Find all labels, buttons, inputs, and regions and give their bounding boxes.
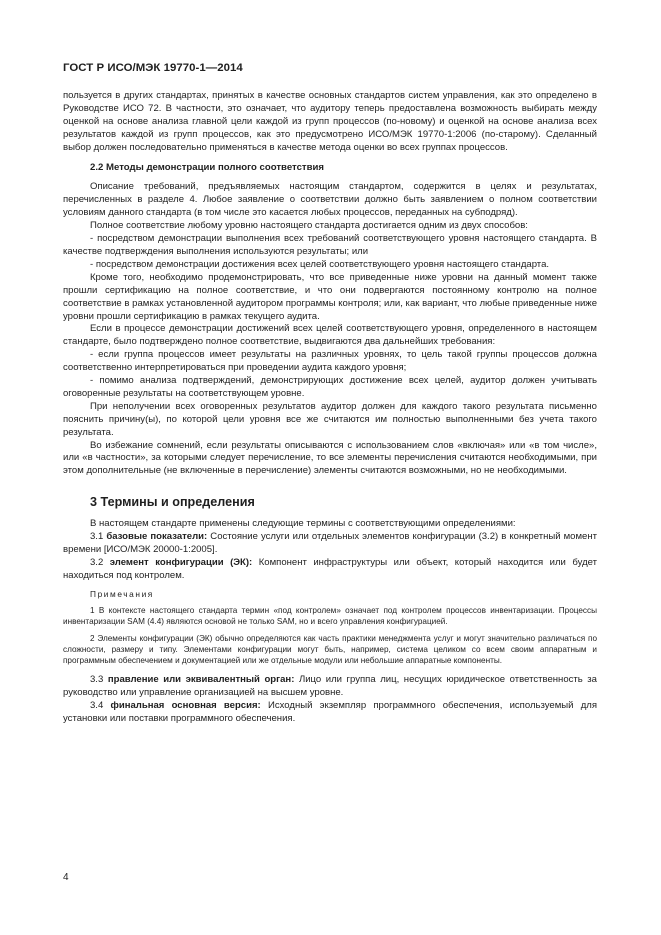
notes-heading: Примечания: [90, 588, 154, 599]
paragraph: Если в процессе демонстрации достижений всех целей соответствующего уровня, определенного в настоящем стандарте, было подтверждено полное соответствие, выдвигаются два дальнейших требования:: [63, 323, 597, 348]
term-text: Лицо или группа лиц, несущих юридическое ответственность за руководство или управление организацией на высшем уровне.: [63, 674, 597, 699]
document-header: ГОСТ Р ИСО/МЭК 19770-1—2014: [63, 62, 243, 74]
paragraph: Кроме того, необходимо продемонстрировать, что все приведенные ниже уровни на данный момент также прошли сертификацию на полное соответствие, и что они подвергаются постоянному контролю на полное соответствие в рамках установленной аудитором программы контроля; или, как вариант, что любые приведенные ниже уровни прошли сертификацию в рамках текущего аудита.: [63, 271, 597, 322]
term-number: 3.4: [90, 700, 104, 712]
term-name: финальная основная версия:: [110, 700, 261, 712]
section-intro: В настоящем стандарте применены следующие термины с соответствующими определениями:: [90, 518, 516, 530]
note: 2 Элементы конфигурации (ЭК) обычно определяются как часть практики менеджмента услуг и могут значительно различаться по сложности, размеру и типу. Элементами конфигурации могут быть, например, система целиком со всем своим аппаратным и программным обеспечением и документацией или же отдельные модули или небольшие аппаратные компоненты.: [63, 634, 597, 666]
term-number: 3.2: [90, 557, 104, 568]
term-definition: [63, 674, 597, 700]
term-name: правление или эквивалентный орган:: [107, 674, 295, 686]
paragraph: Описание требований, предъявляемых настоящим стандартом, содержится в целях и результатах, перечисленных в разделе 4. Любое заявление о соответствии должно быть заявлением о полном соответствии условиям данного стандарта (в том числе это касается любых процессов, переданных на субподряд).: [63, 181, 597, 219]
document-body: [63, 90, 597, 726]
term-name: базовые показатели:: [106, 531, 208, 543]
paragraph: При неполучении всех оговоренных результатов аудитор должен для каждого такого результата письменно пояснить причину(ы), по которой цели уровня все же считаются им полностью выполненными без учета такого результата.: [63, 400, 597, 438]
term-text: Компонент инфраструктуры или объект, который находится или будет находиться под контролем.: [63, 557, 598, 581]
term-definition: [63, 531, 597, 557]
term-text: Состояние услуги или отдельных элементов конфигурации (3.2) в конкретный момент времени [ИСО/МЭК 20000-1:2005].: [63, 531, 598, 556]
page-number: 4: [63, 872, 69, 883]
term-name: элемент конфигурации (ЭК):: [109, 557, 253, 568]
section-heading-3: 3 Термины и определения: [90, 495, 255, 510]
term-definition: [63, 700, 597, 726]
intro-paragraph: пользуется в других стандартах, принятых в качестве основных стандартов систем управления, как это определено в Руководстве ИСО 72. В частности, это означает, что аудитору теперь предоставлена возможность выбирать между оценкой на основе анализа главной цели каждой из групп процессов (по-новому) и оценкой на основе анализа всех результатов каждой из групп процессов, как это предусмотрено ИСО/МЭК 19770-1:2006 (по-старому). Сделанный выбор должен последовательно применяться в качестве метода оценки во всех группах процессов.: [63, 90, 597, 153]
term-number: 3.1: [90, 531, 104, 543]
section-heading-2-2: 2.2 Методы демонстрации полного соответствия: [90, 161, 325, 173]
note: 1 В контексте настоящего стандарта термин «под контролем» означает под контролем процессов инвентаризации. Процессы инвентаризации SAM (4.4) являются основой не только SAM, но и всего управления конфигурацией.: [63, 605, 597, 626]
paragraph: Во избежание сомнений, если результаты описываются с использованием слов «включая» или «в том числе», или «в частности», за которыми следует перечисление, то все элементы перечисления считаются необходимыми, при этом дополнительные (не включенные в перечисление) элементы считаются возможными, но не необходимыми.: [63, 439, 597, 477]
list-item: - если группа процессов имеет результаты на различных уровнях, то цель такой группы процессов должна соответственно интерпретироваться при проведении аудита каждого уровня;: [63, 349, 597, 374]
list-item: - посредством демонстрации достижения всех целей соответствующего уровня настоящего стандарта.: [90, 258, 550, 270]
term-definition: [63, 557, 597, 583]
list-item: - посредством демонстрации выполнения всех требований соответствующего уровня настоящего стандарта. В качестве подтверждения выполнения используются результаты; или: [63, 233, 597, 257]
paragraph: Полное соответствие любому уровню настоящего стандарта достигается одним из двух способов:: [90, 220, 528, 232]
term-text: Исходный экземпляр программного обеспечения, используемый для установки или поставки программного обеспечения.: [63, 700, 598, 724]
list-item: - помимо анализа подтверждений, демонстрирующих достижение всех целей, аудитор должен учитывать оговоренные результаты на соответствующем уровне.: [63, 375, 597, 399]
term-number: 3.3: [90, 674, 104, 686]
